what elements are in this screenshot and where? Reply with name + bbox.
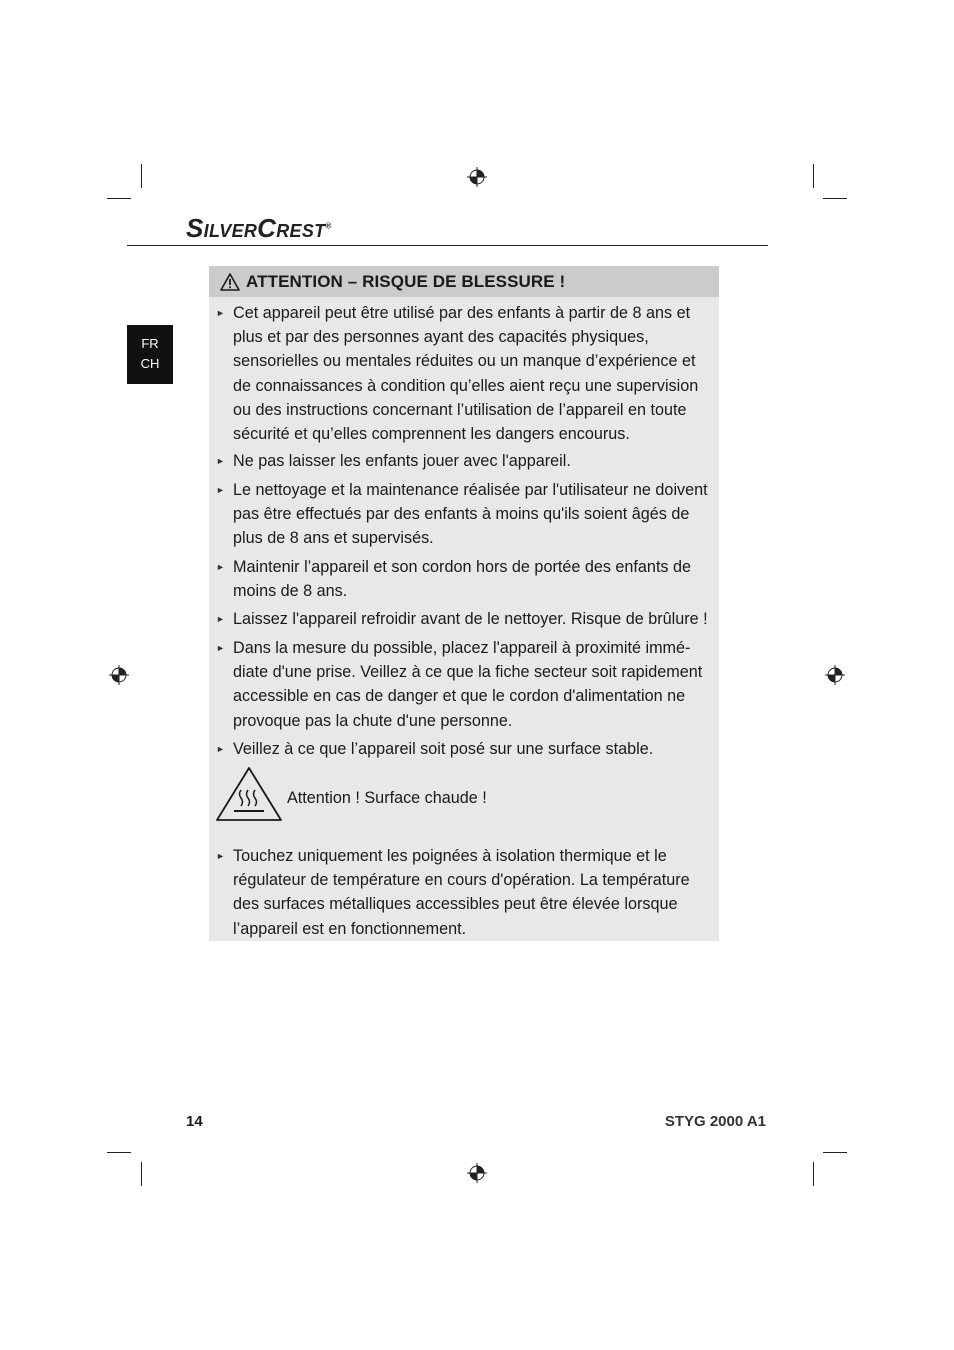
list-item-text: Le nettoyage et la maintenance réalisée par l'utilisateur ne doivent pas être effectués par des enfants à moins qu'ils soient âgés de plus de 8 ans et supervisés. <box>233 481 708 548</box>
bullet-arrow-icon: ► <box>216 308 225 318</box>
bullet-arrow-icon: ► <box>216 485 225 495</box>
bullet-arrow-icon: ► <box>216 456 225 466</box>
list-item-text: Ne pas laisser les enfants jouer avec l'appareil. <box>233 452 571 470</box>
logo-letters: REST <box>276 221 326 241</box>
crop-mark <box>823 198 847 199</box>
registration-mark-icon <box>825 665 845 685</box>
bullet-arrow-icon: ► <box>216 744 225 754</box>
bullet-arrow-icon: ► <box>216 562 225 572</box>
bullet-arrow-icon: ► <box>216 643 225 653</box>
list-item-text: Cet appareil peut être utilisé par des enfants à partir de 8 ans et plus et par des personnes ayant des capacités physiques, sensorielles ou mentales réduites ou un manque d’expérience et de connaissances à condition qu’elles aient reçu une supervision ou des instructions concernant l’utilisation de l’appareil en toute sécurité et qu’elles comprennent les dangers encourus. <box>233 304 699 444</box>
crop-mark <box>823 1152 847 1153</box>
model-number: STYG 2000 A1 <box>664 1113 766 1130</box>
logo-letter: C <box>257 213 277 243</box>
language-tab <box>127 325 173 384</box>
list-item-text: Laissez l'appareil refroidir avant de le nettoyer. Risque de brûlure ! <box>233 610 708 628</box>
warning-title: ATTENTION – RISQUE DE BLESSURE ! <box>246 271 566 291</box>
registration-mark-icon <box>467 1163 487 1183</box>
list-item-text: Dans la mesure du possible, placez l'appareil à proximité immé-diate d'une prise. Veillez à ce que la fiche secteur soit rapidement accessible en cas de danger et que le cordon d'alimentation ne provoque pas la chute d'une personne. <box>233 639 703 730</box>
crop-mark <box>813 164 814 188</box>
warning-header <box>209 266 719 297</box>
logo-letter: S <box>186 213 204 243</box>
language-code-fr: FR <box>141 336 159 351</box>
logo-letters: ILVER <box>203 221 258 241</box>
brand-logo <box>186 213 332 244</box>
warning-triangle-icon <box>220 273 240 291</box>
warning-box <box>209 266 719 941</box>
crop-mark <box>141 1162 142 1186</box>
header-rule <box>127 245 768 246</box>
registration-mark-icon <box>467 167 487 187</box>
registration-mark-icon <box>109 665 129 685</box>
crop-mark <box>107 1152 131 1153</box>
registered-mark: ® <box>325 221 332 231</box>
hot-surface-icon <box>215 766 283 822</box>
crop-mark <box>141 164 142 188</box>
list-item-text: Maintenir l’appareil et son cordon hors de portée des enfants de moins de 8 ans. <box>233 558 692 601</box>
hot-surface-warning <box>215 766 715 822</box>
bullet-arrow-icon: ► <box>216 851 225 861</box>
list-item-text: Touchez uniquement les poignées à isolation thermique et le régulateur de température en cours d'opération. La température des surfaces métalliques accessibles peut être élevée lorsque l’appareil est en fonctionnement. <box>233 847 690 938</box>
language-code-ch: CH <box>140 356 160 371</box>
page-number: 14 <box>186 1113 203 1130</box>
bullet-arrow-icon: ► <box>216 614 225 624</box>
list-item-text: Veillez à ce que l’appareil soit posé sur une surface stable. <box>233 740 654 758</box>
crop-mark <box>107 198 131 199</box>
hot-surface-label: Attention ! Surface chaude ! <box>287 789 487 807</box>
crop-mark <box>813 1162 814 1186</box>
